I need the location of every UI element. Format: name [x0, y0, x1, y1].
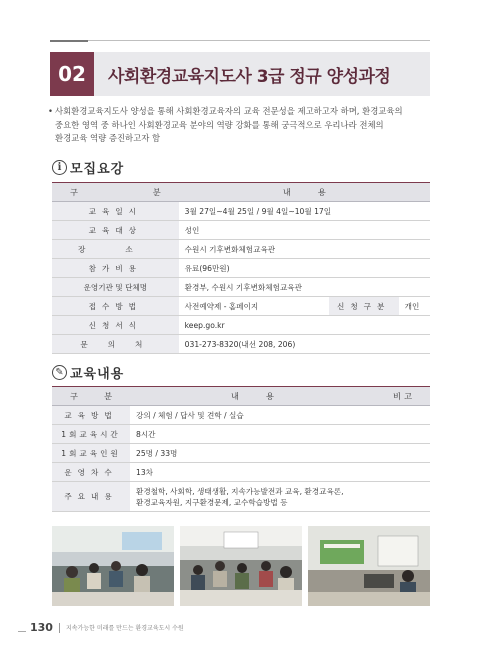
- chapter-title: 사회환경교육지도사 3급 정규 양성과정: [108, 66, 391, 87]
- row-label: 교육대상: [52, 221, 179, 240]
- row-label: 교육방법: [52, 406, 130, 425]
- header-category: 구 분: [52, 183, 179, 202]
- header-content: 내 용: [130, 387, 375, 406]
- recruit-table: [52, 182, 430, 354]
- row-value: 사전예약제 - 홈페이지: [179, 297, 329, 316]
- table-row: [52, 482, 430, 512]
- intro-line: 환경교육 역량 증진하고자 함: [55, 133, 161, 143]
- row-note: [375, 482, 430, 512]
- footer-divider: [59, 623, 60, 633]
- table-row: [52, 444, 430, 463]
- content-table: [52, 386, 430, 512]
- row-value: 유료(96만원): [179, 259, 430, 278]
- row-value-2: 개인: [399, 297, 430, 316]
- table-row: [52, 259, 430, 278]
- table-row: [52, 316, 430, 335]
- table-row: [52, 278, 430, 297]
- row-value: 3월 27일~4월 25일 / 9월 4일~10월 17일: [179, 202, 430, 221]
- row-note: [375, 406, 430, 425]
- table-row: [52, 240, 430, 259]
- row-label: 접수방법: [52, 297, 179, 316]
- row-label: 교육일시: [52, 202, 179, 221]
- intro-line: 중요한 영역 중 하나인 사회환경교육 분야의 역량 강화를 통해 궁극적으로 우리나라 전체의: [55, 119, 384, 130]
- presentation-photo: [308, 526, 430, 606]
- photo-strip: [52, 526, 430, 606]
- footer-rule: [18, 631, 26, 632]
- intro-paragraph: [48, 105, 433, 146]
- row-value: 강의 / 체험 / 답사 및 견학 / 실습: [130, 406, 375, 425]
- table-header-row: [52, 183, 430, 202]
- row-value: keep.go.kr: [179, 316, 430, 335]
- row-note: [375, 463, 430, 482]
- info-icon: i: [52, 160, 67, 175]
- row-label: 참가비용: [52, 259, 179, 278]
- row-value: 성인: [179, 221, 430, 240]
- table-header-row: [52, 387, 430, 406]
- recruit-section-heading: [52, 158, 124, 177]
- row-label: 문의처: [52, 335, 179, 354]
- page-number: 130: [30, 621, 53, 634]
- row-label: 신청서식: [52, 316, 179, 335]
- row-value: 수원시 기후변화체험교육관: [179, 240, 430, 259]
- row-value: 25명 / 33명: [130, 444, 375, 463]
- table-row: [52, 297, 430, 316]
- chapter-title-bar: [50, 52, 430, 96]
- chapter-number: 02: [50, 52, 94, 96]
- table-row: [52, 221, 430, 240]
- table-row: [52, 335, 430, 354]
- row-label: 주요내용: [52, 482, 130, 512]
- row-label-2: 신청구분: [329, 297, 399, 316]
- page-footer: [30, 621, 184, 634]
- footer-text: 지속가능한 미래를 만드는 환경교육도시 수원: [65, 625, 184, 632]
- row-value-line: 환경철학, 사회학, 생태생활, 지속가능발전과 교육, 환경교육론,: [136, 486, 344, 496]
- row-note: [375, 425, 430, 444]
- row-value: [130, 482, 375, 512]
- row-value: 031-273-8320(내선 208, 206): [179, 335, 430, 354]
- bullet: •: [48, 106, 53, 116]
- top-rule: [50, 40, 430, 41]
- pencil-icon: ✎: [52, 365, 67, 380]
- table-row: [52, 425, 430, 444]
- section-title: 모집요강: [70, 162, 125, 177]
- table-row: [52, 406, 430, 425]
- top-rule-accent: [50, 40, 88, 42]
- table-row: [52, 202, 430, 221]
- classroom-lecture-photo: [52, 526, 174, 606]
- header-content: 내 용: [179, 183, 430, 202]
- row-value-line: 환경교육자원, 지구환경문제, 교수학습방법 등: [136, 497, 288, 507]
- row-label: 운영기관 및 단체명: [52, 278, 179, 297]
- header-note: 비 고: [375, 387, 430, 406]
- row-value: 8시간: [130, 425, 375, 444]
- classroom-workshop-photo: [180, 526, 302, 606]
- table-row: [52, 463, 430, 482]
- header-category: 구 분: [52, 387, 130, 406]
- section-title: 교육내용: [70, 367, 125, 382]
- row-value: 13차: [130, 463, 375, 482]
- intro-line: 사회환경교육지도사 양성을 통해 사회환경교육자의 교육 전문성을 제고하고자 하며, 환경교육의: [55, 106, 403, 116]
- row-label: 운영차수: [52, 463, 130, 482]
- content-section-heading: [52, 363, 124, 382]
- row-label: 1회교육인원: [52, 444, 130, 463]
- row-note: [375, 444, 430, 463]
- row-value: 환경부, 수원시 기후변화체험교육관: [179, 278, 430, 297]
- row-label: 장소: [52, 240, 179, 259]
- row-label: 1회교육시간: [52, 425, 130, 444]
